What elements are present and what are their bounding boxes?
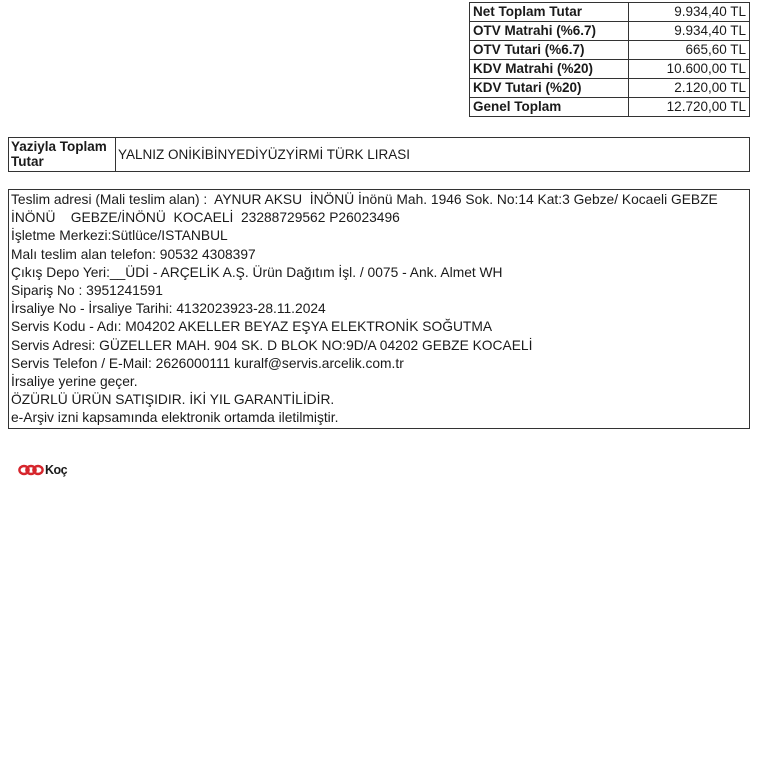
note-line: Teslim adresi (Mali teslim alan) : AYNUR AKSU İNÖNÜ İnönü Mah. 1946 Sok. No:14 Kat:3 Gebze/ Kocaeli GEBZE xyxy=(11,192,718,207)
totals-row xyxy=(470,60,750,79)
note-line: Servis Adresi: GÜZELLER MAH. 904 SK. D BLOK NO:9D/A 04202 GEBZE KOCAELİ xyxy=(11,337,533,353)
note-line: Servis Telefon / E-Mail: 2626000111 kuralf@servis.arcelik.com.tr xyxy=(11,355,404,371)
amount-in-words-label: Yaziyla Toplam Tutar xyxy=(9,138,116,171)
note-line: Malı teslim alan telefon: 90532 4308397 xyxy=(11,246,256,262)
koc-logo xyxy=(18,463,67,477)
delivery-notes-box xyxy=(8,189,750,429)
totals-value: 12.720,00 TL xyxy=(629,98,750,117)
note-line: İNÖNÜ GEBZE/İNÖNÜ KOCAELİ 23288729562 P26023496 xyxy=(11,210,400,226)
note-line: İrsaliye No - İrsaliye Tarihi: 4132023923-28.11.2024 xyxy=(11,301,326,317)
note-line: ÖZÜRLÜ ÜRÜN SATIŞIDIR. İKİ YIL GARANTİLİDİR. xyxy=(11,392,335,408)
totals-table xyxy=(469,2,750,117)
totals-row xyxy=(470,98,750,117)
amount-in-words-box xyxy=(8,137,750,172)
totals-row xyxy=(470,3,750,22)
totals-label: OTV Matrahi (%6.7) xyxy=(470,22,629,41)
totals-value: 10.600,00 TL xyxy=(629,60,750,79)
totals-label: KDV Matrahi (%20) xyxy=(470,60,629,79)
koc-logo-icon xyxy=(18,464,44,476)
totals-label: Net Toplam Tutar xyxy=(470,3,629,22)
amount-in-words-value: YALNIZ ONİKİBİNYEDİYÜZYİRMİ TÜRK LIRASI xyxy=(118,147,411,162)
totals-row xyxy=(470,22,750,41)
totals-value: 665,60 TL xyxy=(629,41,750,60)
totals-value: 9.934,40 TL xyxy=(629,22,750,41)
note-line: Sipariş No : 3951241591 xyxy=(11,283,163,299)
totals-row xyxy=(470,41,750,60)
note-line: Çıkış Depo Yeri:__ÜDİ - ARÇELİK A.Ş. Ürün Dağıtım İşl. / 0075 - Ank. Almet WH xyxy=(11,264,503,280)
totals-label: OTV Tutari (%6.7) xyxy=(470,41,629,60)
totals-label: KDV Tutari (%20) xyxy=(470,79,629,98)
note-line: İrsaliye yerine geçer. xyxy=(11,374,138,390)
koc-logo-text: Koç xyxy=(45,463,68,477)
note-line: e-Arşiv izni kapsamında elektronik ortamda iletilmiştir. xyxy=(11,410,339,426)
note-line: Servis Kodu - Adı: M04202 AKELLER BEYAZ EŞYA ELEKTRONİK SOĞUTMA xyxy=(11,319,493,335)
note-line: İşletme Merkezi:Sütlüce/ISTANBUL xyxy=(11,228,228,244)
totals-value: 2.120,00 TL xyxy=(629,79,750,98)
totals-row xyxy=(470,79,750,98)
totals-label: Genel Toplam xyxy=(470,98,629,117)
totals-value: 9.934,40 TL xyxy=(629,3,750,22)
